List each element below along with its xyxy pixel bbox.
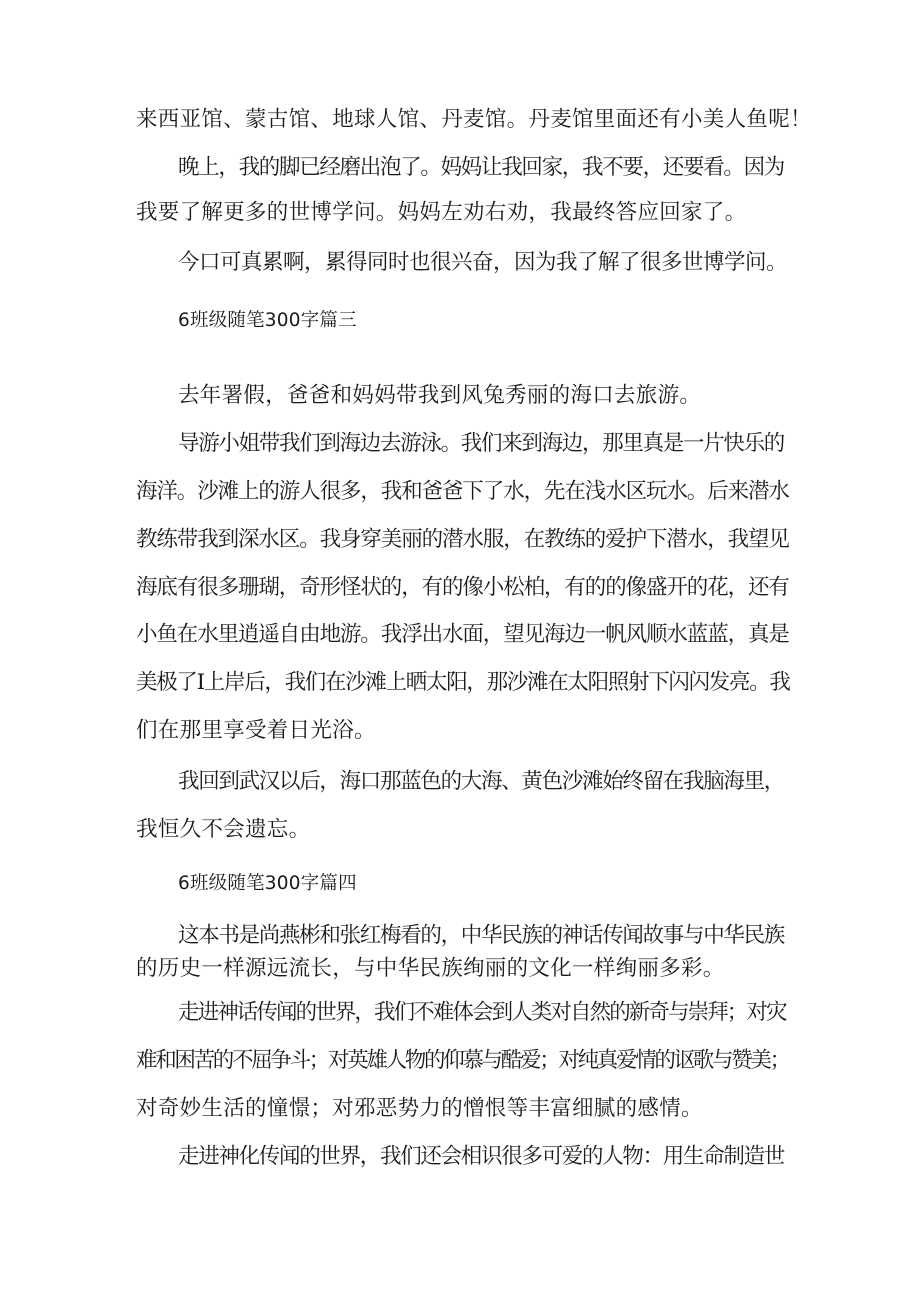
text-line: 对奇妙生活的憧憬；对邪恶势力的憎恨等丰富细腻的感情。 (136, 1096, 703, 1121)
text-line: 去年署假，爸爸和妈妈带我到风兔秀丽的海口去旅游。 (178, 383, 702, 408)
text-line: 难和困苦的不屈争斗；对英雄人物的仰慕与酷爱；对纯真爱情的讴歌与赞美； (136, 1048, 789, 1073)
text-line: 这本书是尚燕彬和张红梅看的，中华民族的神话传闻故事与中华民族 (178, 923, 785, 948)
text-line: 教练带我到深水区。我身穿美丽的潜水服，在教练的爱护下潜水，我望见 (136, 527, 789, 552)
section-heading: 6班级随笔300字篇三 (178, 310, 357, 331)
text-line: 的历史一样源远流长，与中华民族绚丽的文化一样绚丽多彩。 (136, 956, 725, 981)
text-line: 小鱼在水里逍遥自由地游。我浮出水面，望见海边一帆风顺水蓝蓝，真是 (136, 622, 789, 647)
text-line: 今口可真累啊，累得同时也很兴奋，因为我了解了很多世博学问。 (178, 250, 788, 275)
text-line: 美极了I上岸后，我们在沙滩上晒太阳，那沙滩在太阳照射下闪闪发亮。我 (136, 670, 790, 695)
text-line: 来西亚馆、蒙古馆、地球人馆、丹麦馆。丹麦馆里面还有小美人鱼呢！ (136, 107, 812, 132)
text-line: 海底有很多珊瑚，奇形怪状的，有的像小松柏，有的的像盛开的花，还有 (136, 575, 789, 600)
text-line: 晚上，我的脚已经磨出泡了。妈妈让我回家，我不要，还要看。因为 (178, 155, 785, 180)
text-line: 走进神话传闻的世界，我们不难体会到人类对自然的新奇与崇拜；对灾 (178, 1000, 786, 1025)
text-line: 我回到武汉以后，海口那蓝色的大海、黄色沙滩始终留在我脑海里， (178, 769, 785, 794)
text-line: 们在那里享受着日光浴。 (136, 718, 376, 743)
text-line: 我恒久不会遗忘。 (136, 817, 311, 842)
text-line: 走进神化传闻的世界，我们还会相识很多可爱的人物：用生命制造世 (178, 1144, 785, 1169)
text-line: 导游小姐带我们到海边去游泳。我们来到海边，那里真是一片快乐的 (178, 431, 785, 456)
section-heading: 6班级随笔300字篇四 (178, 873, 357, 894)
text-line: 我要了解更多的世博学问。妈妈左劝右劝，我最终答应回家了。 (136, 200, 747, 225)
text-line: 海洋。沙滩上的游人很多，我和爸爸下了水，先在浅水区玩水。后来潜水 (136, 479, 789, 504)
